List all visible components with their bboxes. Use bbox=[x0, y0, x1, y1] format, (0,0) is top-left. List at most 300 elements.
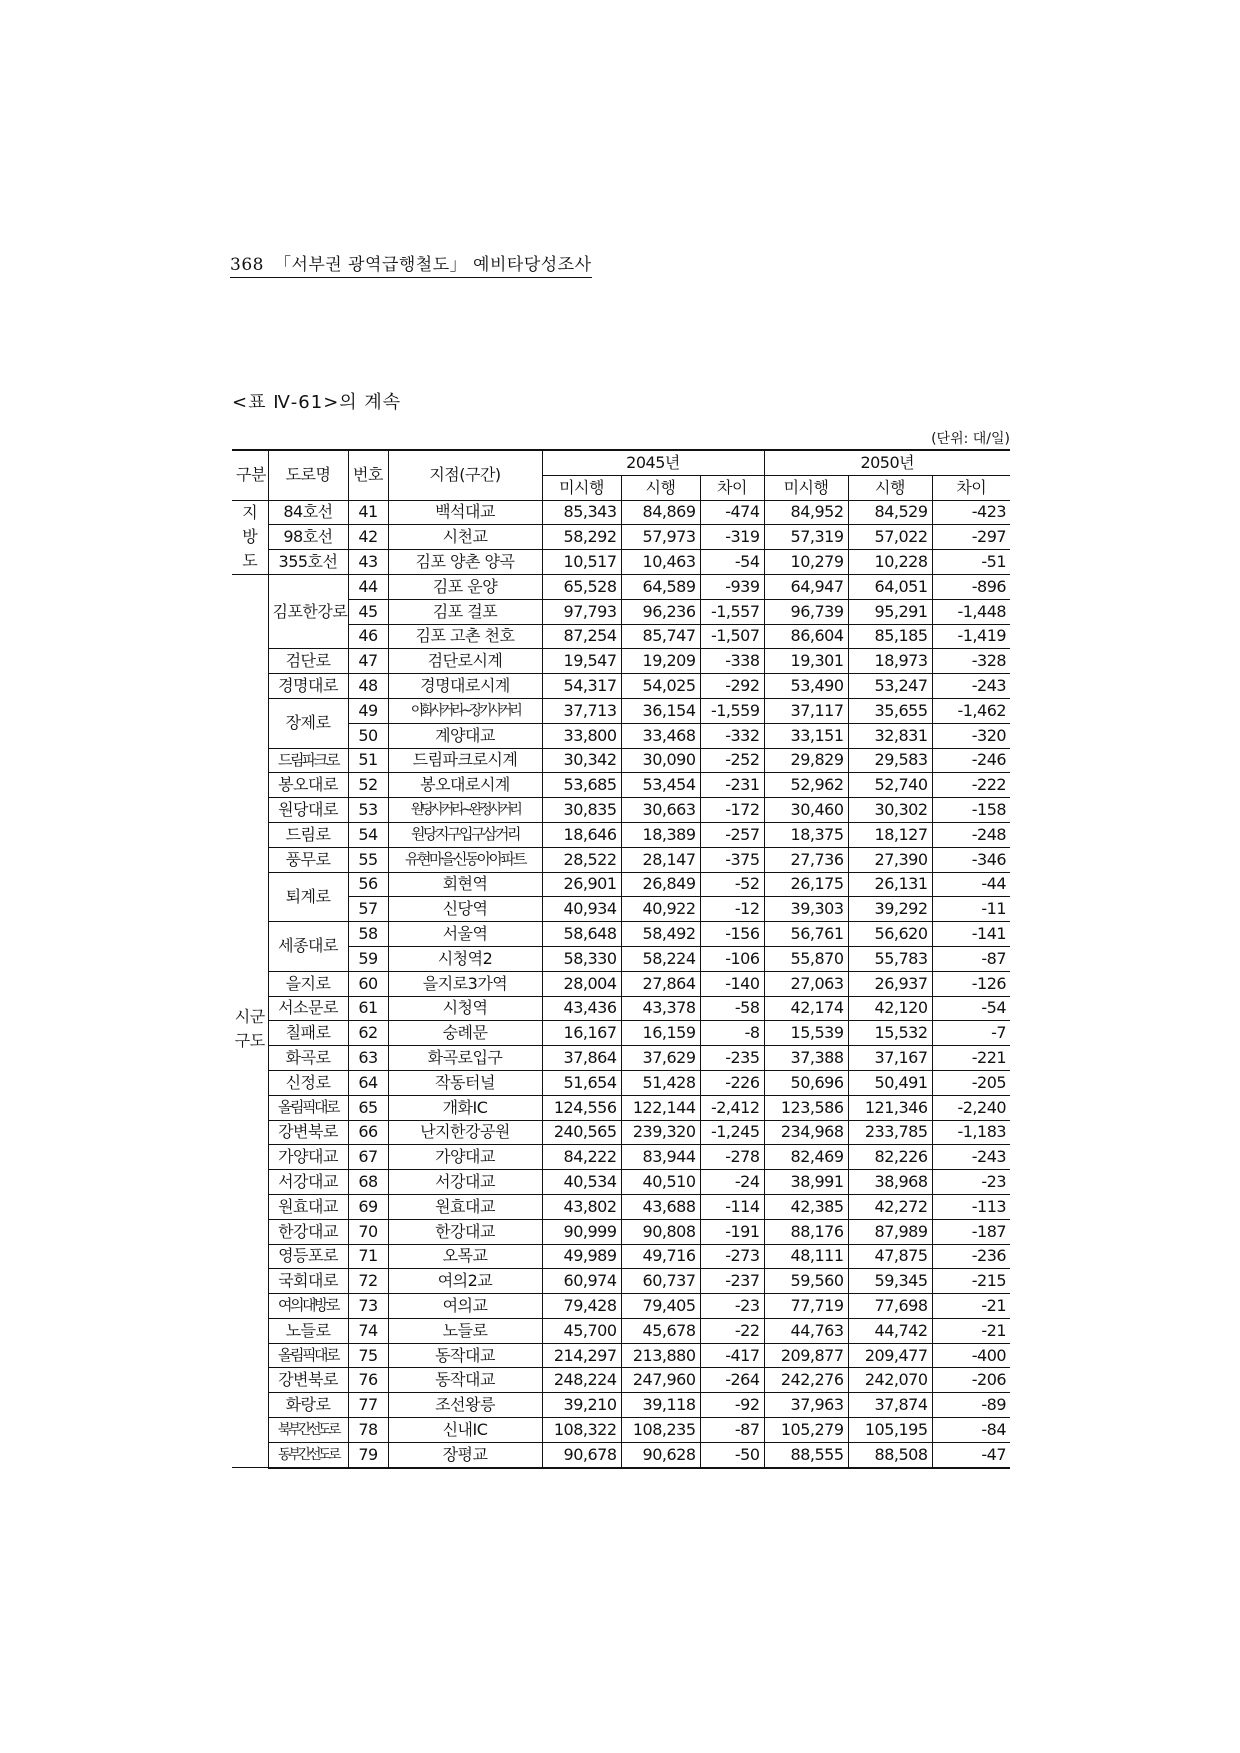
cell-road: 서소문로 bbox=[268, 996, 348, 1021]
page-number: 368 bbox=[230, 255, 264, 275]
cell-value: -1,419 bbox=[932, 624, 1010, 649]
cell-value: 50,696 bbox=[764, 1070, 848, 1095]
cell-value: 247,960 bbox=[621, 1368, 700, 1393]
cell-value: 19,209 bbox=[621, 649, 700, 674]
cell-value: 33,800 bbox=[542, 723, 621, 748]
cell-value: 84,952 bbox=[764, 500, 848, 525]
cell-value: 19,547 bbox=[542, 649, 621, 674]
cell-value: -1,245 bbox=[700, 1120, 764, 1145]
cell-point: 여의2교 bbox=[388, 1269, 542, 1294]
cell-value: -231 bbox=[700, 773, 764, 798]
cell-value: 209,877 bbox=[764, 1343, 848, 1368]
cell-value: 77,719 bbox=[764, 1294, 848, 1319]
group-label: 시군 bbox=[234, 1006, 265, 1026]
header-sub: 차이 bbox=[932, 475, 1010, 500]
cell-no: 48 bbox=[348, 674, 388, 699]
cell-value: 58,292 bbox=[542, 525, 621, 550]
cell-value: 27,390 bbox=[848, 847, 932, 872]
cell-value: 213,880 bbox=[621, 1343, 700, 1368]
cell-point: 화곡로입구 bbox=[388, 1046, 542, 1071]
cell-point: 신당역 bbox=[388, 897, 542, 922]
table-row bbox=[232, 847, 1010, 872]
cell-value: 37,874 bbox=[848, 1393, 932, 1418]
table-row bbox=[232, 822, 1010, 847]
cell-value: 29,583 bbox=[848, 748, 932, 773]
cell-value: 121,346 bbox=[848, 1095, 932, 1120]
table-row bbox=[232, 1021, 1010, 1046]
cell-value: 48,111 bbox=[764, 1244, 848, 1269]
cell-value: 43,436 bbox=[542, 996, 621, 1021]
cell-value: 58,330 bbox=[542, 946, 621, 971]
cell-value: 108,322 bbox=[542, 1418, 621, 1443]
cell-no: 70 bbox=[348, 1219, 388, 1244]
cell-no: 62 bbox=[348, 1021, 388, 1046]
cell-value: -141 bbox=[932, 922, 1010, 947]
cell-value: 51,428 bbox=[621, 1070, 700, 1095]
cell-value: 30,342 bbox=[542, 748, 621, 773]
cell-point: 서울역 bbox=[388, 922, 542, 947]
cell-value: -1,448 bbox=[932, 599, 1010, 624]
cell-point: 시천교 bbox=[388, 525, 542, 550]
cell-point: 신내IC bbox=[388, 1418, 542, 1443]
cell-no: 63 bbox=[348, 1046, 388, 1071]
cell-value: 38,991 bbox=[764, 1170, 848, 1195]
table-row bbox=[232, 1219, 1010, 1244]
cell-no: 44 bbox=[348, 574, 388, 599]
cell-value: 58,648 bbox=[542, 922, 621, 947]
cell-value: 16,159 bbox=[621, 1021, 700, 1046]
cell-value: -54 bbox=[932, 996, 1010, 1021]
cell-value: 30,090 bbox=[621, 748, 700, 773]
cell-point: 여의교 bbox=[388, 1294, 542, 1319]
group-cell-city bbox=[232, 574, 268, 1467]
table-row bbox=[232, 773, 1010, 798]
header-year-2045: 2045년 bbox=[542, 450, 764, 475]
cell-value: -2,412 bbox=[700, 1095, 764, 1120]
cell-value: -252 bbox=[700, 748, 764, 773]
table-body bbox=[232, 500, 1010, 1468]
cell-value: 53,247 bbox=[848, 674, 932, 699]
table-row bbox=[232, 1442, 1010, 1467]
cell-no: 64 bbox=[348, 1070, 388, 1095]
cell-road: 98호선 bbox=[268, 525, 348, 550]
table-row bbox=[232, 798, 1010, 823]
cell-value: 28,147 bbox=[621, 847, 700, 872]
cell-value: 42,174 bbox=[764, 996, 848, 1021]
cell-value: 10,228 bbox=[848, 550, 932, 575]
cell-value: -320 bbox=[932, 723, 1010, 748]
cell-value: 39,210 bbox=[542, 1393, 621, 1418]
table-row bbox=[232, 946, 1010, 971]
table-row bbox=[232, 698, 1010, 723]
cell-value: 59,560 bbox=[764, 1269, 848, 1294]
table-row bbox=[232, 674, 1010, 699]
cell-no: 77 bbox=[348, 1393, 388, 1418]
cell-value: 39,303 bbox=[764, 897, 848, 922]
cell-value: 209,477 bbox=[848, 1343, 932, 1368]
cell-point: 경명대로시계 bbox=[388, 674, 542, 699]
table-caption: <표 Ⅳ-61>의 계속 bbox=[232, 392, 402, 413]
cell-point: 김포 고촌 천호 bbox=[388, 624, 542, 649]
cell-value: -47 bbox=[932, 1442, 1010, 1467]
cell-value: 27,063 bbox=[764, 971, 848, 996]
cell-no: 59 bbox=[348, 946, 388, 971]
cell-no: 60 bbox=[348, 971, 388, 996]
cell-road: 장제로 bbox=[268, 698, 348, 748]
cell-road: 355호선 bbox=[268, 550, 348, 575]
cell-road: 북부간선도로 bbox=[268, 1418, 348, 1443]
cell-value: 95,291 bbox=[848, 599, 932, 624]
cell-value: 53,454 bbox=[621, 773, 700, 798]
cell-value: 27,736 bbox=[764, 847, 848, 872]
cell-value: 59,345 bbox=[848, 1269, 932, 1294]
group-label: 구도 bbox=[234, 1030, 265, 1050]
cell-value: 77,698 bbox=[848, 1294, 932, 1319]
cell-value: 44,742 bbox=[848, 1318, 932, 1343]
header-category: 구분 bbox=[232, 450, 268, 500]
cell-road: 여의대방로 bbox=[268, 1294, 348, 1319]
cell-value: 88,555 bbox=[764, 1442, 848, 1467]
cell-value: 26,131 bbox=[848, 872, 932, 897]
cell-value: -84 bbox=[932, 1418, 1010, 1443]
cell-value: 53,685 bbox=[542, 773, 621, 798]
cell-value: 18,646 bbox=[542, 822, 621, 847]
cell-value: -375 bbox=[700, 847, 764, 872]
cell-value: -235 bbox=[700, 1046, 764, 1071]
cell-road: 노들로 bbox=[268, 1318, 348, 1343]
cell-road: 검단로 bbox=[268, 649, 348, 674]
header-sub: 미시행 bbox=[542, 475, 621, 500]
cell-value: -319 bbox=[700, 525, 764, 550]
cell-value: 45,700 bbox=[542, 1318, 621, 1343]
cell-value: 26,901 bbox=[542, 872, 621, 897]
cell-value: 18,127 bbox=[848, 822, 932, 847]
table-row bbox=[232, 525, 1010, 550]
cell-no: 78 bbox=[348, 1418, 388, 1443]
cell-point: 원당지구입구삼거리 bbox=[388, 822, 542, 847]
cell-value: -44 bbox=[932, 872, 1010, 897]
cell-value: 49,716 bbox=[621, 1244, 700, 1269]
running-head-title: 「서부권 광역급행철도」 예비타당성조사 bbox=[273, 255, 592, 275]
running-head bbox=[230, 250, 592, 278]
table-row bbox=[232, 574, 1010, 599]
cell-value: -23 bbox=[932, 1170, 1010, 1195]
cell-value: 239,320 bbox=[621, 1120, 700, 1145]
table-row bbox=[232, 624, 1010, 649]
cell-road: 봉오대로 bbox=[268, 773, 348, 798]
cell-value: 27,864 bbox=[621, 971, 700, 996]
cell-road: 풍무로 bbox=[268, 847, 348, 872]
cell-value: 42,272 bbox=[848, 1194, 932, 1219]
cell-road: 을지로 bbox=[268, 971, 348, 996]
cell-value: 29,829 bbox=[764, 748, 848, 773]
cell-no: 61 bbox=[348, 996, 388, 1021]
table-row bbox=[232, 1244, 1010, 1269]
cell-value: 60,737 bbox=[621, 1269, 700, 1294]
cell-value: -52 bbox=[700, 872, 764, 897]
cell-no: 58 bbox=[348, 922, 388, 947]
cell-value: 57,319 bbox=[764, 525, 848, 550]
cell-value: 30,460 bbox=[764, 798, 848, 823]
cell-point: 동작대교 bbox=[388, 1368, 542, 1393]
cell-no: 74 bbox=[348, 1318, 388, 1343]
cell-value: 37,167 bbox=[848, 1046, 932, 1071]
cell-value: 82,226 bbox=[848, 1145, 932, 1170]
table-row bbox=[232, 723, 1010, 748]
cell-road: 칠패로 bbox=[268, 1021, 348, 1046]
cell-value: 43,802 bbox=[542, 1194, 621, 1219]
cell-value: 45,678 bbox=[621, 1318, 700, 1343]
cell-value: 64,051 bbox=[848, 574, 932, 599]
cell-value: -1,462 bbox=[932, 698, 1010, 723]
cell-point: 김포 걸포 bbox=[388, 599, 542, 624]
table-row bbox=[232, 897, 1010, 922]
cell-value: 50,491 bbox=[848, 1070, 932, 1095]
cell-point: 시청역2 bbox=[388, 946, 542, 971]
cell-value: 39,118 bbox=[621, 1393, 700, 1418]
cell-no: 72 bbox=[348, 1269, 388, 1294]
cell-point: 시청역 bbox=[388, 996, 542, 1021]
cell-value: 37,629 bbox=[621, 1046, 700, 1071]
cell-value: 58,492 bbox=[621, 922, 700, 947]
cell-value: 42,120 bbox=[848, 996, 932, 1021]
cell-value: 123,586 bbox=[764, 1095, 848, 1120]
cell-value: -338 bbox=[700, 649, 764, 674]
cell-value: 39,292 bbox=[848, 897, 932, 922]
cell-point: 원효대교 bbox=[388, 1194, 542, 1219]
header-road: 도로명 bbox=[268, 450, 348, 500]
cell-value: -205 bbox=[932, 1070, 1010, 1095]
cell-point: 이화사거리~장기사거리 bbox=[388, 698, 542, 723]
cell-value: 37,713 bbox=[542, 698, 621, 723]
cell-value: 15,532 bbox=[848, 1021, 932, 1046]
traffic-volume-table bbox=[232, 449, 1010, 1469]
cell-value: 55,783 bbox=[848, 946, 932, 971]
cell-value: -24 bbox=[700, 1170, 764, 1195]
cell-value: -423 bbox=[932, 500, 1010, 525]
cell-value: 30,302 bbox=[848, 798, 932, 823]
cell-value: 82,469 bbox=[764, 1145, 848, 1170]
cell-value: 242,276 bbox=[764, 1368, 848, 1393]
cell-value: 56,761 bbox=[764, 922, 848, 947]
cell-no: 68 bbox=[348, 1170, 388, 1195]
cell-value: 51,654 bbox=[542, 1070, 621, 1095]
cell-road: 세종대로 bbox=[268, 922, 348, 972]
header-sub: 미시행 bbox=[764, 475, 848, 500]
cell-road: 강변북로 bbox=[268, 1368, 348, 1393]
cell-point: 원당사거리~완정사거리 bbox=[388, 798, 542, 823]
cell-value: -400 bbox=[932, 1343, 1010, 1368]
cell-point: 한강대교 bbox=[388, 1219, 542, 1244]
cell-value: 105,279 bbox=[764, 1418, 848, 1443]
cell-value: 90,678 bbox=[542, 1442, 621, 1467]
cell-point: 숭례문 bbox=[388, 1021, 542, 1046]
cell-value: 90,808 bbox=[621, 1219, 700, 1244]
cell-value: -158 bbox=[932, 798, 1010, 823]
cell-no: 65 bbox=[348, 1095, 388, 1120]
cell-value: -237 bbox=[700, 1269, 764, 1294]
cell-value: 19,301 bbox=[764, 649, 848, 674]
cell-value: -221 bbox=[932, 1046, 1010, 1071]
cell-value: 240,565 bbox=[542, 1120, 621, 1145]
cell-no: 76 bbox=[348, 1368, 388, 1393]
cell-value: 79,405 bbox=[621, 1294, 700, 1319]
cell-value: 43,378 bbox=[621, 996, 700, 1021]
cell-value: 18,375 bbox=[764, 822, 848, 847]
cell-point: 드림파크로시계 bbox=[388, 748, 542, 773]
cell-value: 214,297 bbox=[542, 1343, 621, 1368]
cell-no: 53 bbox=[348, 798, 388, 823]
cell-value: 65,528 bbox=[542, 574, 621, 599]
cell-value: -126 bbox=[932, 971, 1010, 996]
cell-value: 84,529 bbox=[848, 500, 932, 525]
cell-value: 242,070 bbox=[848, 1368, 932, 1393]
cell-value: 56,620 bbox=[848, 922, 932, 947]
cell-value: -215 bbox=[932, 1269, 1010, 1294]
table-row bbox=[232, 1368, 1010, 1393]
cell-no: 57 bbox=[348, 897, 388, 922]
cell-no: 56 bbox=[348, 872, 388, 897]
cell-road: 강변북로 bbox=[268, 1120, 348, 1145]
cell-no: 67 bbox=[348, 1145, 388, 1170]
cell-value: -87 bbox=[932, 946, 1010, 971]
cell-value: 42,385 bbox=[764, 1194, 848, 1219]
table-row bbox=[232, 1070, 1010, 1095]
cell-value: 37,963 bbox=[764, 1393, 848, 1418]
header-year-2050: 2050년 bbox=[764, 450, 1010, 475]
header-sub: 시행 bbox=[621, 475, 700, 500]
cell-point: 검단로시계 bbox=[388, 649, 542, 674]
cell-value: 85,747 bbox=[621, 624, 700, 649]
cell-value: -58 bbox=[700, 996, 764, 1021]
cell-value: 122,144 bbox=[621, 1095, 700, 1120]
cell-value: 108,235 bbox=[621, 1418, 700, 1443]
cell-value: 26,937 bbox=[848, 971, 932, 996]
cell-road: 한강대교 bbox=[268, 1219, 348, 1244]
cell-no: 43 bbox=[348, 550, 388, 575]
cell-road: 경명대로 bbox=[268, 674, 348, 699]
cell-road: 퇴계로 bbox=[268, 872, 348, 922]
cell-value: -172 bbox=[700, 798, 764, 823]
cell-value: 37,864 bbox=[542, 1046, 621, 1071]
cell-road: 올림픽대로 bbox=[268, 1095, 348, 1120]
cell-value: 10,279 bbox=[764, 550, 848, 575]
cell-point: 회현역 bbox=[388, 872, 542, 897]
table-row bbox=[232, 996, 1010, 1021]
cell-value: -328 bbox=[932, 649, 1010, 674]
cell-point: 동작대교 bbox=[388, 1343, 542, 1368]
cell-no: 42 bbox=[348, 525, 388, 550]
cell-value: -50 bbox=[700, 1442, 764, 1467]
cell-value: 55,870 bbox=[764, 946, 848, 971]
cell-point: 봉오대로시계 bbox=[388, 773, 542, 798]
cell-value: -417 bbox=[700, 1343, 764, 1368]
cell-value: 90,628 bbox=[621, 1442, 700, 1467]
cell-value: -51 bbox=[932, 550, 1010, 575]
cell-value: 30,663 bbox=[621, 798, 700, 823]
cell-no: 69 bbox=[348, 1194, 388, 1219]
cell-value: 54,317 bbox=[542, 674, 621, 699]
cell-value: -257 bbox=[700, 822, 764, 847]
cell-value: -248 bbox=[932, 822, 1010, 847]
cell-value: 58,224 bbox=[621, 946, 700, 971]
cell-road: 동부간선도로 bbox=[268, 1442, 348, 1467]
cell-value: 26,175 bbox=[764, 872, 848, 897]
cell-value: 33,151 bbox=[764, 723, 848, 748]
cell-value: -1,183 bbox=[932, 1120, 1010, 1145]
cell-point: 서강대교 bbox=[388, 1170, 542, 1195]
cell-value: -273 bbox=[700, 1244, 764, 1269]
cell-value: -23 bbox=[700, 1294, 764, 1319]
cell-value: 40,922 bbox=[621, 897, 700, 922]
cell-road: 김포한강로 bbox=[268, 574, 348, 648]
cell-value: 10,463 bbox=[621, 550, 700, 575]
header-row-1 bbox=[232, 450, 1010, 475]
table-row bbox=[232, 1046, 1010, 1071]
cell-no: 66 bbox=[348, 1120, 388, 1145]
cell-value: 44,763 bbox=[764, 1318, 848, 1343]
table-row bbox=[232, 922, 1010, 947]
table-row bbox=[232, 599, 1010, 624]
cell-value: 28,522 bbox=[542, 847, 621, 872]
cell-value: 234,968 bbox=[764, 1120, 848, 1145]
cell-value: 52,740 bbox=[848, 773, 932, 798]
cell-road: 원효대교 bbox=[268, 1194, 348, 1219]
cell-value: 18,973 bbox=[848, 649, 932, 674]
cell-value: 248,224 bbox=[542, 1368, 621, 1393]
cell-value: 57,022 bbox=[848, 525, 932, 550]
cell-no: 54 bbox=[348, 822, 388, 847]
cell-value: -92 bbox=[700, 1393, 764, 1418]
cell-value: 40,510 bbox=[621, 1170, 700, 1195]
table-row bbox=[232, 971, 1010, 996]
cell-value: -12 bbox=[700, 897, 764, 922]
table-row bbox=[232, 1294, 1010, 1319]
cell-value: 37,388 bbox=[764, 1046, 848, 1071]
header-no: 번호 bbox=[348, 450, 388, 500]
cell-value: 86,604 bbox=[764, 624, 848, 649]
cell-value: -21 bbox=[932, 1318, 1010, 1343]
cell-value: -206 bbox=[932, 1368, 1010, 1393]
cell-value: 54,025 bbox=[621, 674, 700, 699]
cell-value: -474 bbox=[700, 500, 764, 525]
cell-point: 작동터널 bbox=[388, 1070, 542, 1095]
cell-value: -297 bbox=[932, 525, 1010, 550]
cell-road: 가양대교 bbox=[268, 1145, 348, 1170]
cell-value: -8 bbox=[700, 1021, 764, 1046]
cell-no: 79 bbox=[348, 1442, 388, 1467]
cell-value: -2,240 bbox=[932, 1095, 1010, 1120]
cell-value: 85,343 bbox=[542, 500, 621, 525]
cell-value: -243 bbox=[932, 674, 1010, 699]
cell-road: 신정로 bbox=[268, 1070, 348, 1095]
cell-point: 개화IC bbox=[388, 1095, 542, 1120]
table-row bbox=[232, 748, 1010, 773]
cell-value: 49,989 bbox=[542, 1244, 621, 1269]
cell-value: 32,831 bbox=[848, 723, 932, 748]
cell-point: 노들로 bbox=[388, 1318, 542, 1343]
cell-point: 난지한강공원 bbox=[388, 1120, 542, 1145]
group-label: 방 bbox=[242, 527, 258, 547]
cell-value: -140 bbox=[700, 971, 764, 996]
cell-road: 영등포로 bbox=[268, 1244, 348, 1269]
table-row bbox=[232, 1194, 1010, 1219]
cell-value: -22 bbox=[700, 1318, 764, 1343]
cell-value: 84,869 bbox=[621, 500, 700, 525]
cell-value: -113 bbox=[932, 1194, 1010, 1219]
cell-value: 87,254 bbox=[542, 624, 621, 649]
cell-value: -243 bbox=[932, 1145, 1010, 1170]
